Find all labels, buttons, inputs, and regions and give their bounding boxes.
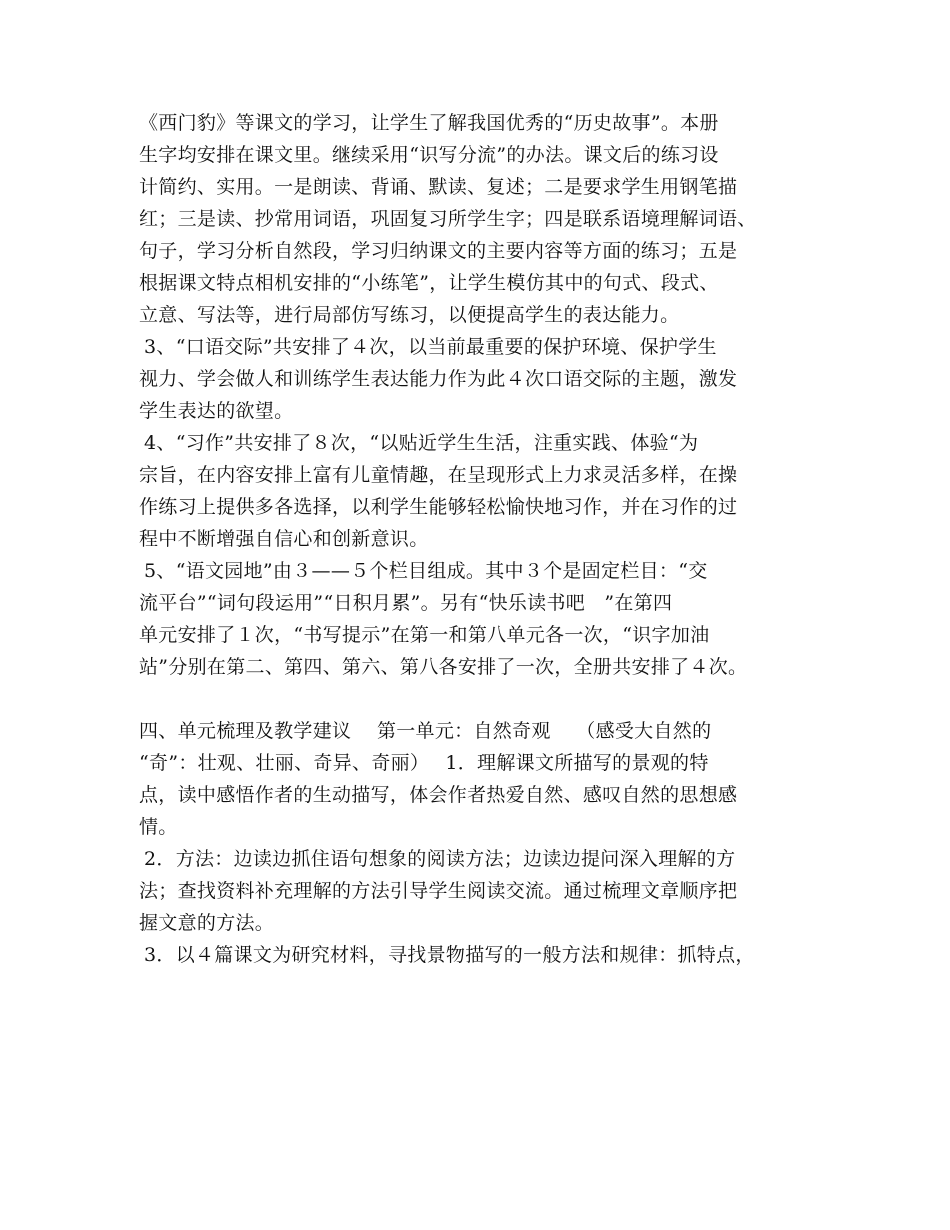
text-line: 宗旨，在内容安排上富有儿童情趣，在呈现形式上力求灵活多样，在操 [139, 464, 738, 486]
text-line: 4、“习作”共安排了８次，“以贴近学生生活，注重实践、体验“为 [144, 432, 699, 454]
text-line: 5、“语文园地”由３——５个栏目组成。其中３个是固定栏目：“交 [144, 560, 708, 582]
paragraph-language-garden [139, 555, 839, 683]
text-line: 红；三是读、抄常用词语，巩固复习所学生字；四是联系语境理解词语、 [139, 208, 757, 230]
paragraph-oral-communication [139, 331, 839, 427]
text-line: 法；查找资料补充理解的方法引导学生阅读交流。通过梳理文章顺序把 [139, 880, 738, 902]
paragraph-method-2 [139, 843, 839, 939]
text-line: 单元安排了１次，“书写提示”在第一和第八单元各一次，“识字加油 [139, 624, 710, 646]
text-line: 作练习上提供多各选择，以利学生能够轻松愉快地习作，并在习作的过 [139, 496, 738, 518]
text-line: 四、单元梳理及教学建议 第一单元：自然奇观 （感受大自然的 [139, 720, 712, 742]
paragraph-unit-review [139, 715, 839, 843]
document-body [139, 107, 839, 971]
text-line: 《西门豹》等课文的学习，让学生了解我国优秀的“历史故事”。本册 [139, 112, 719, 134]
text-line: 握文意的方法。 [139, 912, 275, 934]
text-line: 流平台”“词句段运用”“日积月累”。另有“快乐读书吧 ”在第四 [139, 592, 673, 614]
paragraph-intro [139, 107, 839, 331]
text-line: 句子，学习分析自然段，学习归纳课文的主要内容等方面的练习；五是 [139, 240, 738, 262]
text-line: 2．方法：边读边抓住语句想象的阅读方法；边读边提问深入理解的方 [144, 848, 736, 870]
text-line: 学生表达的欲望。 [139, 400, 294, 422]
paragraph-writing [139, 427, 839, 555]
text-line: 3．以４篇课文为研究材料，寻找景物描写的一般方法和规律：抓特点， [144, 944, 755, 966]
paragraph-gap [139, 683, 839, 715]
text-line: 程中不断增强自信心和创新意识。 [139, 528, 429, 550]
text-line: 点，读中感悟作者的生动描写，体会作者热爱自然、感叹自然的思想感 [139, 784, 738, 806]
text-line: 立意、写法等，进行局部仿写练习，以便提高学生的表达能力。 [139, 304, 680, 326]
text-line: 站”分别在第二、第四、第六、第八各安排了一次，全册共安排了４次。 [139, 656, 748, 678]
text-line: 情。 [139, 816, 178, 838]
text-line: 3、“口语交际”共安排了４次，以当前最重要的保护环境、保护学生 [144, 336, 717, 358]
text-line: 生字均安排在课文里。继续采用“识写分流”的办法。课文后的练习设 [139, 144, 719, 166]
paragraph-method-3 [139, 939, 839, 971]
text-line: “奇”：壮观、壮丽、奇异、奇丽） 1．理解课文所描写的景观的特 [139, 752, 709, 774]
text-line: 视力、学会做人和训练学生表达能力作为此４次口语交际的主题，激发 [139, 368, 738, 390]
text-line: 计简约、实用。一是朗读、背诵、默读、复述；二是要求学生用钢笔描 [139, 176, 738, 198]
text-line: 根据课文特点相机安排的“小练笔”，让学生模仿其中的句式、段式、 [139, 272, 719, 294]
